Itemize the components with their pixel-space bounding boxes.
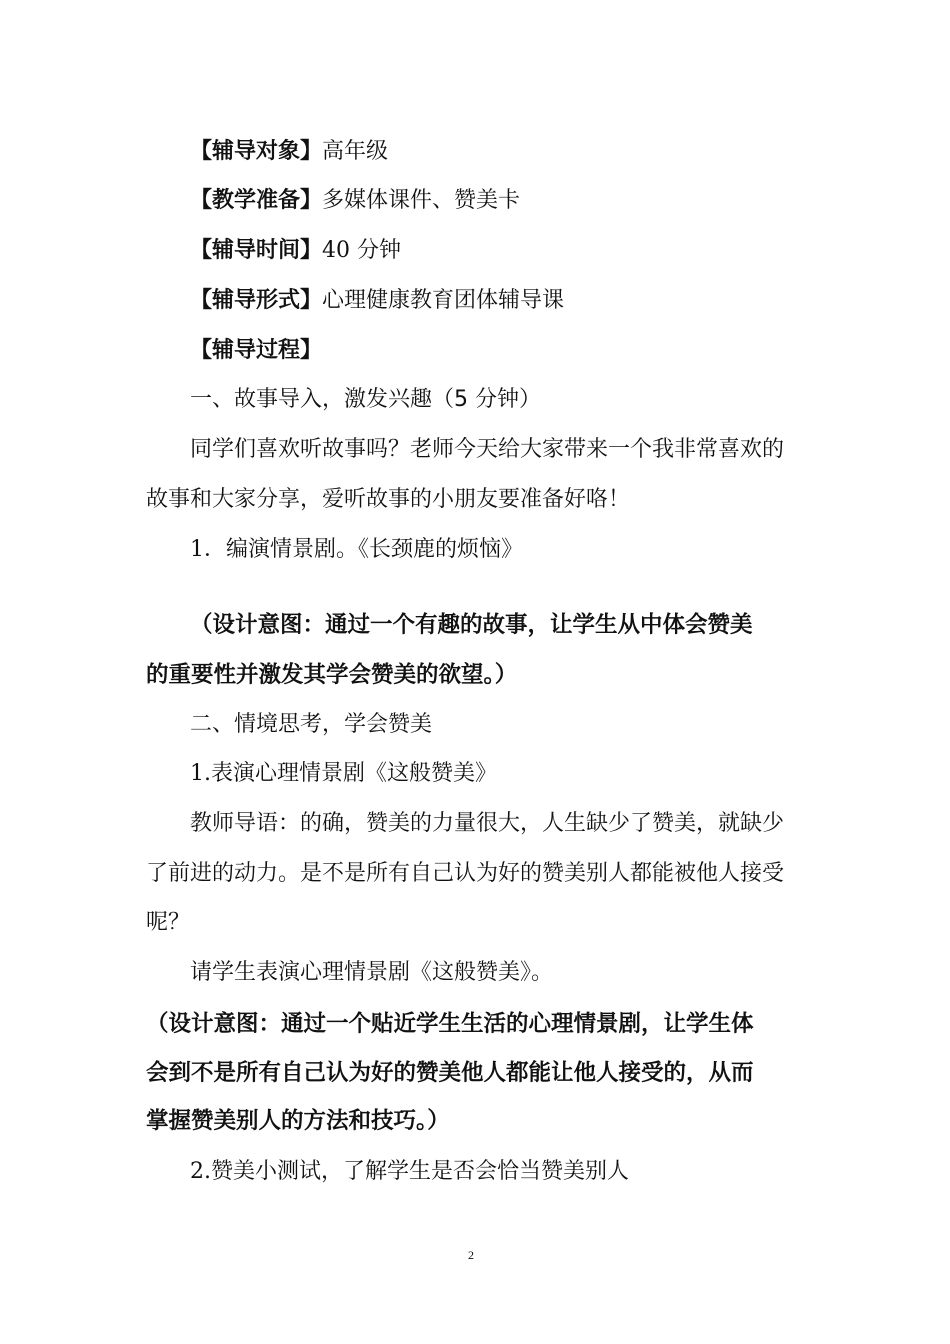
section1-design-line2: 的重要性并激发其学会赞美的欲望。） [146,662,518,688]
info-prep-value: 多媒体课件、赞美卡 [322,188,521,213]
page-number: 2 [468,1248,474,1262]
section1-paragraph-line1: 同学们喜欢听故事吗？老师今天给大家带来一个我非常喜欢的 [190,437,785,462]
info-process-label: 【辅导过程】 [190,338,323,363]
info-time [190,236,401,266]
section2-item2: 2.赞美小测试，了解学生是否会恰当赞美别人 [190,1159,629,1184]
info-prep [190,186,520,216]
info-prep-label: 【教学准备】 [190,188,323,213]
section2-heading: 二、情境思考，学会赞美 [190,712,433,737]
info-target [190,137,388,167]
section2-design-line3: 掌握赞美别人的方法和技巧。） [146,1108,450,1134]
info-process [190,336,322,366]
info-form-label: 【辅导形式】 [190,288,323,313]
section1-paragraph-line2: 故事和大家分享，爱听故事的小朋友要准备好咯！ [146,487,631,512]
info-form-value: 心理健康教育团体辅导课 [322,288,565,313]
section2-item1: 1.表演心理情景剧《这般赞美》 [190,761,497,786]
section1-heading: 一、故事导入，激发兴趣（5 分钟） [190,387,541,412]
section2-design-line2: 会到不是所有自己认为好的赞美他人都能让他人接受的，从而 [146,1060,754,1086]
info-target-label: 【辅导对象】 [190,139,323,164]
section1-design-line1: （设计意图：通过一个有趣的故事，让学生从中体会赞美 [190,612,753,638]
info-form [190,286,564,316]
section2-guide-line2: 了前进的动力。是不是所有自己认为好的赞美别人都能被他人接受 [146,861,785,886]
section1-item1: 1．编演情景剧。《长颈鹿的烦恼》 [190,537,523,562]
section2-request: 请学生表演心理情景剧《这般赞美》。 [190,960,554,985]
info-target-value: 高年级 [322,139,389,164]
section2-guide-line3: 呢？ [146,910,191,935]
section2-design-line1: （设计意图：通过一个贴近学生生活的心理情景剧，让学生体 [146,1011,754,1037]
info-time-label: 【辅导时间】 [190,238,323,263]
info-time-value: 40 分钟 [322,238,402,263]
section2-guide-line1: 教师导语：的确，赞美的力量很大，人生缺少了赞美，就缺少 [190,811,785,836]
